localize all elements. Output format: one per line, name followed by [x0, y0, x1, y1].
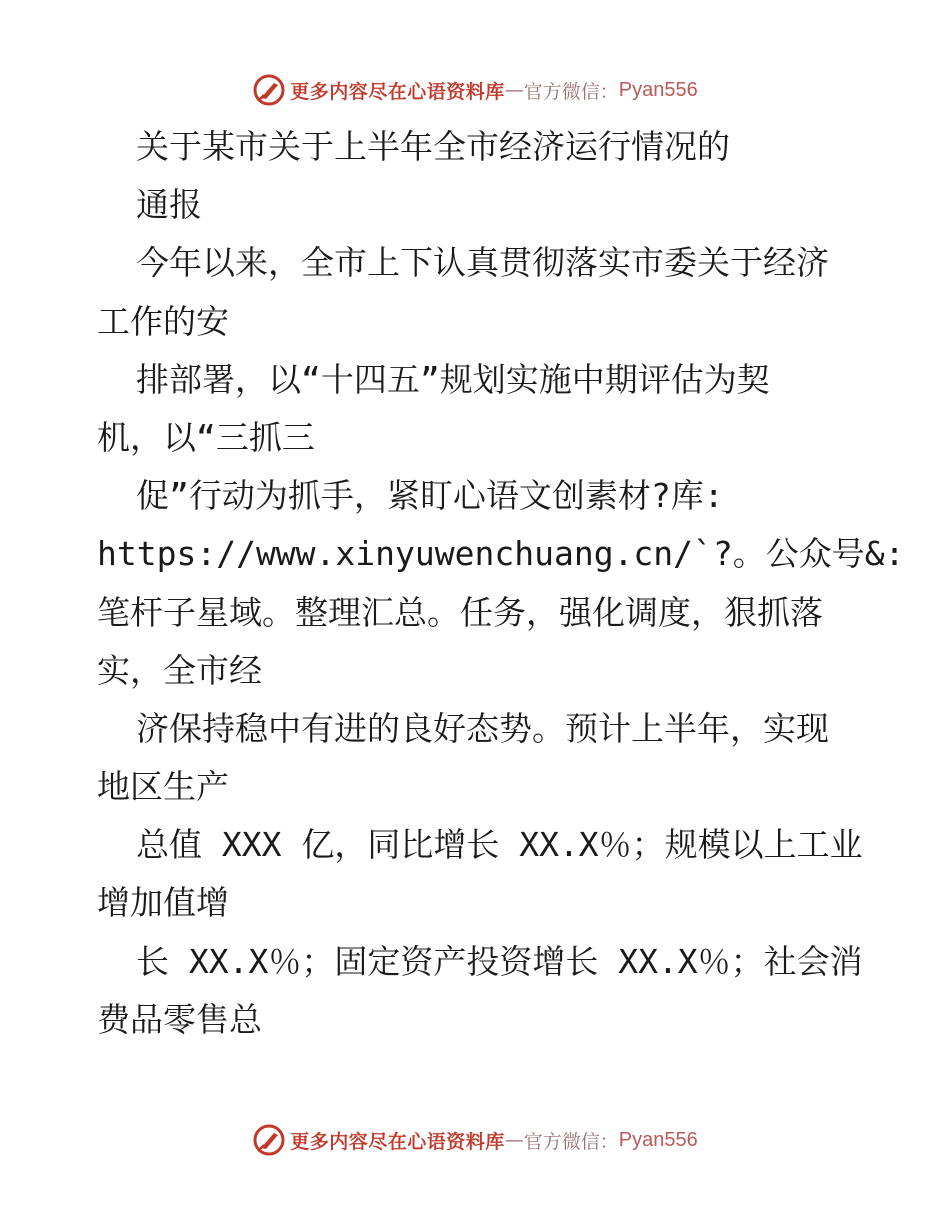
doc-line-url: https://www.xinyuwenchuang.cn/`?。公众号&:	[97, 534, 905, 574]
doc-line: 费品零售总	[97, 999, 262, 1039]
quill-logo-icon	[252, 73, 286, 107]
doc-line: 济保持稳中有进的良好态势。预计上半年，实现	[136, 708, 829, 748]
banner-wechat-label: 官方微信：	[523, 80, 619, 103]
banner-wechat-id: Pyan556	[618, 1128, 698, 1151]
doc-line: 增加值增	[97, 883, 229, 923]
banner-wechat-id: Pyan556	[618, 78, 698, 101]
doc-line: 促”行动为抓手，紧盯心语文创素材?库:	[136, 476, 724, 516]
quill-logo-icon	[252, 1123, 286, 1157]
doc-line: 排部署，以“十四五”规划实施中期评估为契	[136, 359, 770, 399]
doc-line: 笔杆子星域。整理汇总。任务，强化调度，狠抓落	[97, 592, 823, 632]
header-banner	[0, 70, 950, 110]
banner-separator: —	[504, 79, 524, 101]
banner-separator: —	[504, 1129, 524, 1151]
doc-line: 工作的安	[97, 301, 229, 341]
doc-line: 机，以“三抓三	[97, 417, 315, 457]
doc-line: 长 XX.X％；固定资产投资增长 XX.X％；社会消	[136, 941, 863, 981]
banner-wechat-label: 官方微信：	[523, 1130, 619, 1153]
doc-line: 今年以来，全市上下认真贯彻落实市委关于经济	[136, 243, 829, 283]
doc-line: 总值 XXX 亿，同比增长 XX.X％；规模以上工业	[136, 825, 863, 865]
banner-main-text: 更多内容尽在心语资料库	[290, 1130, 505, 1153]
banner-main-text: 更多内容尽在心语资料库	[290, 80, 505, 103]
doc-line-title-2: 通报	[136, 185, 202, 225]
doc-line: 实，全市经	[97, 650, 262, 690]
doc-line-title-1: 关于某市关于上半年全市经济运行情况的	[136, 127, 730, 166]
document-body	[97, 118, 905, 1049]
doc-line: 地区生产	[97, 767, 229, 807]
footer-banner	[0, 1120, 950, 1160]
